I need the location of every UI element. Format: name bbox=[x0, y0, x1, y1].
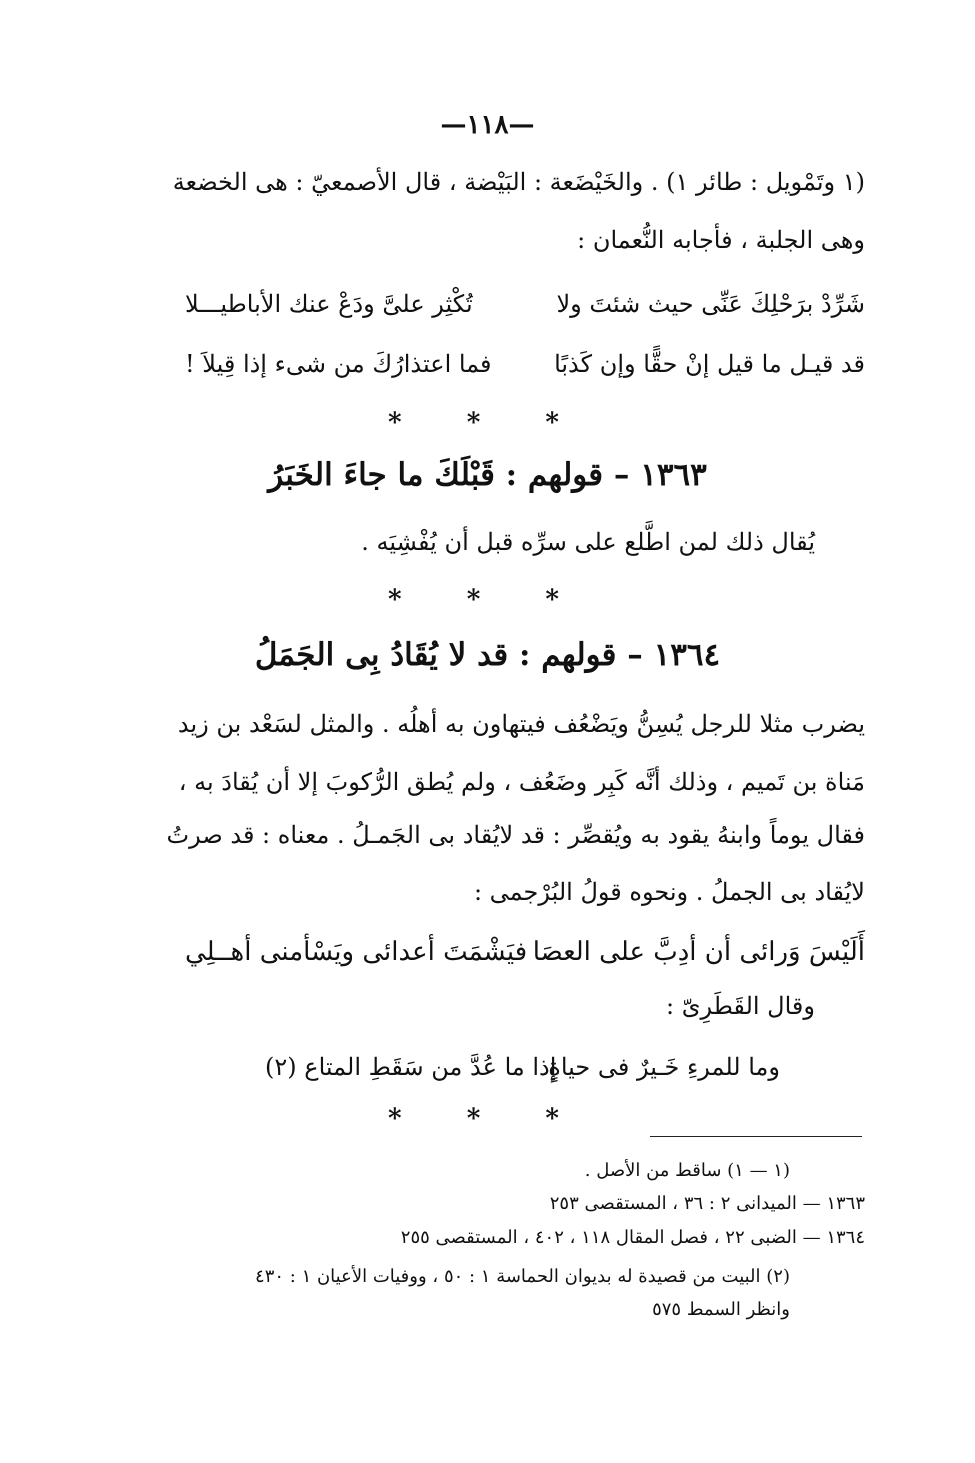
footnote-line: وانظر السمط ٥٧٥ bbox=[652, 1299, 790, 1320]
proverb-heading-1363: ١٣٦٣ – قولهم : قَبْلَكَ ما جاءَ الخَبَرُ bbox=[268, 457, 707, 493]
verse-4-first-hemistich: وما للمرءِ خَـيرٌ فى حياةٍ bbox=[548, 1053, 780, 1081]
proverb-heading-1364: ١٣٦٤ – قولهم : قد لا يُقَادُ بِى الجَمَلُ bbox=[254, 637, 721, 673]
proverb-body-line: فقال يوماً وابنهُ يقود به ويُقصِّر : قد لايُقاد بى الجَمـلُ . معناه : قد صرتُ bbox=[166, 821, 865, 849]
proverb-body-line: وقال القَطَرِىّ : bbox=[666, 992, 815, 1020]
proverb-body-line: يضرب مثلا للرجل يُسِنُّ ويَضْعُف فيتهاون به أهلُه . والمثل لسَعْد بن زيد bbox=[177, 710, 865, 738]
intro-line-1: (١ وتَمْويل : طائر ١) . والخَيْضَعة : البَيْضة ، قال الأصمعيّ : هى الخضعة bbox=[172, 168, 865, 196]
verse-4-second-hemistich: إذا ما عُدَّ من سَقَطِ المتاع (٢) bbox=[265, 1053, 557, 1081]
footnote-line: (١ — ١) ساقط من الأصل . bbox=[584, 1160, 790, 1181]
verse-2-first-hemistich: قد قيـل ما قيل إنْ حقًّا وإن كَذبًا bbox=[554, 350, 865, 378]
page-number: —١١٨— bbox=[440, 110, 535, 140]
proverb-body-line: مَناة بن تَميم ، وذلك أنَّه كَبِر وضَعُف ، ولم يُطق الرُّكوبَ إلا أن يُقادَ به ، bbox=[178, 768, 865, 796]
separator-stars: * * * bbox=[388, 1104, 587, 1134]
footnote-line: ١٣٦٤ — الضبى ٢٢ ، فصل المقال ١١٨ ، ٤٠٢ ، المستقصى ٢٥٥ bbox=[400, 1227, 865, 1248]
verse-2-second-hemistich: فما اعتذارُكَ من شىء إذا قِيلاَ ! bbox=[185, 350, 492, 378]
verse-3-first-hemistich: أَلَيْسَ وَرائى أن أدِبَّ على العصَا bbox=[532, 937, 865, 967]
footnote-line: ١٣٦٣ — الميدانى ٢ : ٣٦ ، المستقصى ٢٥٣ bbox=[549, 1193, 865, 1214]
verse-1-first-hemistich: شَرِّدْ برَحْلِكَ عَنِّى حيث شئتَ ولا bbox=[556, 290, 865, 318]
proverb-body-1363: يُقال ذلك لمن اطَّلع على سرِّه قبل أن يُفْشِيَه . bbox=[361, 528, 815, 556]
footnote-rule bbox=[650, 1136, 862, 1137]
footnote-line: (٢) البيت من قصيدة له بديوان الحماسة ١ : ٥٠ ، ووفيات الأعيان ١ : ٤٣٠ bbox=[255, 1266, 790, 1287]
verse-1-second-hemistich: تُكْثِر علىَّ ودَعْ عنك الأباطيـــلا bbox=[185, 290, 473, 318]
separator-stars: * * * bbox=[388, 408, 587, 438]
verse-3-second-hemistich: فيَشْمَتَ أعدائى ويَسْأمنى أهــلِي bbox=[185, 937, 528, 967]
separator-stars: * * * bbox=[388, 585, 587, 615]
intro-line-2: وهى الجلبة ، فأجابه النُّعمان : bbox=[577, 226, 865, 254]
proverb-body-line: لايُقاد بى الجملُ . ونحوه قولُ البُرْجمى : bbox=[473, 878, 865, 906]
